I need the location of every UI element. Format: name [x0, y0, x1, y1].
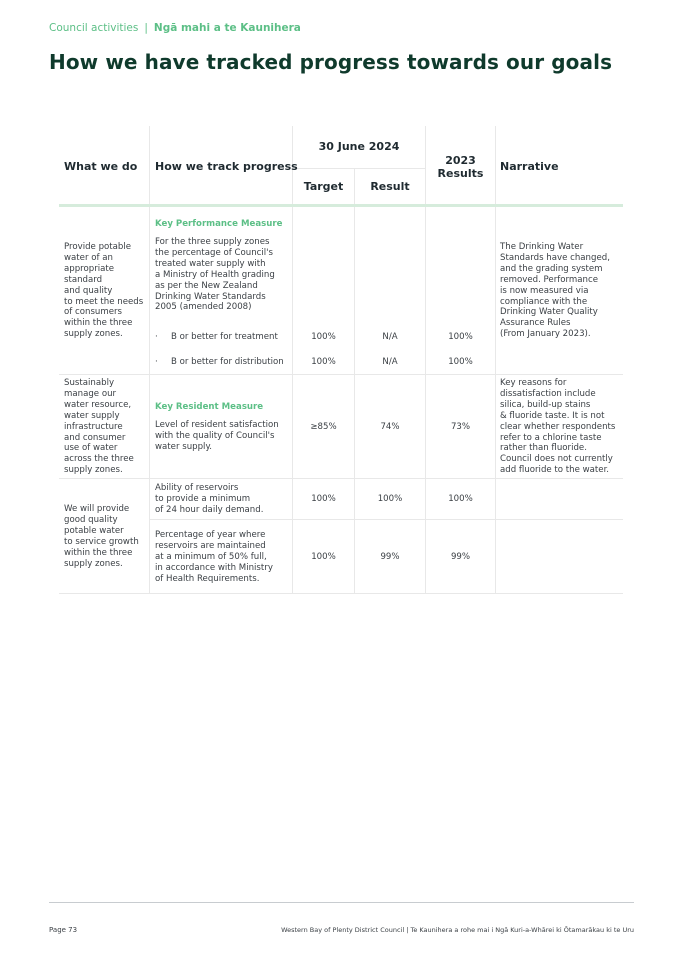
- header-2023-label: Results: [437, 167, 484, 180]
- text-line: is now measured via: [500, 285, 589, 296]
- header-2023-results: [426, 154, 495, 180]
- header-2023-year: 2023: [445, 154, 476, 167]
- result-value: 100%: [377, 494, 403, 504]
- text-line: Ability of reservoirs: [155, 483, 239, 493]
- text-line: removed. Performance: [500, 274, 599, 285]
- text-line: of Health Requirements.: [155, 573, 260, 584]
- text-line: of consumers: [64, 307, 123, 318]
- page-title: How we have tracked progress towards our goals: [49, 50, 613, 74]
- measure-type-label: Key Resident Measure: [155, 402, 264, 412]
- prior-result-value: 73%: [450, 422, 471, 432]
- bullet-item: [155, 357, 284, 367]
- text-line: within the three: [64, 547, 133, 558]
- footer-divider: [49, 902, 634, 903]
- text-line: a Ministry of Health grading: [155, 269, 275, 280]
- target-value: 100%: [311, 494, 336, 504]
- row-divider: [59, 478, 623, 479]
- header-target: Target: [303, 180, 344, 193]
- text-line: standard: [64, 274, 103, 285]
- text-line: Key reasons for: [500, 378, 567, 388]
- target-value: 100%: [311, 332, 336, 342]
- text-line: silica, build-up stains: [500, 399, 591, 410]
- text-line: manage our: [64, 388, 117, 399]
- text-line: clear whether respondents: [500, 421, 616, 432]
- footer-organisation: Western Bay of Plenty District Council | Te Kaunihera a rohe mai i Ngā Kuri-a-Whārei ki Ōtamarākau ki te Uru: [281, 926, 634, 934]
- narrative-cell: [500, 242, 610, 340]
- measure-type-label: Key Performance Measure: [155, 219, 283, 229]
- what-we-do-cell: [64, 378, 134, 476]
- bullet-label: B or better for treatment: [171, 332, 278, 342]
- header-period: 30 June 2024: [318, 140, 400, 153]
- text-line: supply zones.: [64, 558, 123, 569]
- page-number: Page 73: [49, 926, 78, 934]
- text-line: across the three: [64, 454, 134, 465]
- text-line: Council does not currently: [500, 454, 613, 465]
- text-line: Drinking Water Quality: [500, 307, 598, 318]
- text-line: (From January 2023).: [500, 329, 591, 340]
- target-value: 100%: [311, 357, 336, 367]
- measure-description: [155, 420, 279, 453]
- column-divider: [149, 126, 150, 594]
- text-line: The Drinking Water: [500, 242, 584, 252]
- text-line: Drinking Water Standards: [155, 291, 266, 302]
- header-result: Result: [370, 180, 410, 193]
- text-line: water supply: [64, 410, 120, 421]
- text-line: potable water: [64, 525, 124, 536]
- text-line: and quality: [64, 285, 113, 296]
- text-line: add fluoride to the water.: [500, 465, 610, 476]
- breadcrumb: [49, 22, 301, 34]
- bullet-dot: ·: [155, 357, 158, 367]
- text-line: & fluoride taste. It is not: [500, 410, 605, 421]
- column-divider: [495, 126, 496, 594]
- text-line: treated water supply with: [155, 258, 266, 269]
- text-line: We will provide: [64, 504, 130, 514]
- text-line: reservoirs are maintained: [155, 540, 266, 551]
- text-line: infrastructure: [64, 421, 123, 432]
- text-line: compliance with the: [500, 296, 588, 307]
- breadcrumb-separator: |: [144, 22, 148, 34]
- what-we-do-cell: [64, 242, 143, 340]
- result-value: 74%: [380, 422, 400, 432]
- text-line: in accordance with Ministry: [155, 562, 273, 573]
- text-line: to service growth: [64, 536, 139, 547]
- progress-table: [59, 126, 623, 594]
- row-divider: [150, 519, 623, 520]
- header-how-we-track: How we track progress: [155, 160, 298, 173]
- prior-result-value: 100%: [448, 332, 473, 342]
- result-value: N/A: [382, 357, 398, 367]
- text-line: with the quality of Council's: [155, 430, 275, 441]
- text-line: to meet the needs: [64, 296, 144, 307]
- text-line: Assurance Rules: [500, 318, 571, 329]
- text-line: refer to a chlorine taste: [500, 432, 602, 443]
- header-what-we-do: What we do: [64, 160, 138, 173]
- bullet-dot: ·: [155, 332, 158, 342]
- text-line: good quality: [64, 514, 118, 525]
- text-line: use of water: [64, 443, 118, 454]
- text-line: 2005 (amended 2008): [155, 302, 252, 313]
- text-line: as per the New Zealand: [155, 280, 258, 291]
- target-value: ≥85%: [310, 422, 337, 432]
- result-value: N/A: [382, 332, 398, 342]
- text-line: rather than fluoride.: [500, 443, 587, 454]
- column-divider: [354, 168, 355, 594]
- text-line: water of an: [64, 252, 113, 263]
- breadcrumb-maori: Ngā mahi a te Kaunihera: [153, 22, 301, 34]
- text-line: and consumer: [64, 432, 126, 443]
- target-value: 100%: [311, 552, 336, 562]
- text-line: appropriate: [64, 263, 115, 274]
- measure-description: [155, 483, 263, 516]
- text-line: Provide potable: [64, 242, 132, 252]
- measure-description: [155, 530, 273, 585]
- what-we-do-cell: [64, 504, 139, 569]
- text-line: supply zones.: [64, 329, 123, 340]
- text-line: water supply.: [155, 441, 213, 452]
- measure-description: [155, 237, 275, 313]
- text-line: water resource,: [64, 399, 132, 410]
- text-line: the percentage of Council's: [155, 247, 273, 258]
- text-line: to provide a minimum: [155, 493, 251, 504]
- text-line: Sustainably: [64, 378, 115, 388]
- header-rule: [59, 204, 623, 207]
- bullet-label: B or better for distribution: [171, 357, 284, 367]
- text-line: Standards have changed,: [500, 252, 610, 263]
- text-line: Level of resident satisfaction: [155, 420, 279, 430]
- result-value: 99%: [380, 552, 400, 562]
- row-divider: [59, 593, 623, 594]
- narrative-cell: [500, 378, 615, 476]
- header-narrative: Narrative: [500, 160, 559, 173]
- text-line: of 24 hour daily demand.: [155, 504, 264, 515]
- prior-result-value: 99%: [450, 552, 471, 562]
- row-divider: [59, 374, 623, 375]
- prior-result-value: 100%: [448, 494, 473, 504]
- prior-result-value: 100%: [448, 357, 473, 367]
- text-line: at a minimum of 50% full,: [155, 551, 267, 562]
- text-line: For the three supply zones: [155, 237, 270, 247]
- text-line: and the grading system: [500, 263, 603, 274]
- bullet-item: [155, 332, 278, 342]
- breadcrumb-english: Council activities: [49, 22, 139, 34]
- row-divider: [293, 168, 425, 169]
- text-line: supply zones.: [64, 465, 123, 476]
- text-line: within the three: [64, 318, 133, 329]
- text-line: dissatisfaction include: [500, 388, 596, 399]
- text-line: Percentage of year where: [155, 530, 266, 540]
